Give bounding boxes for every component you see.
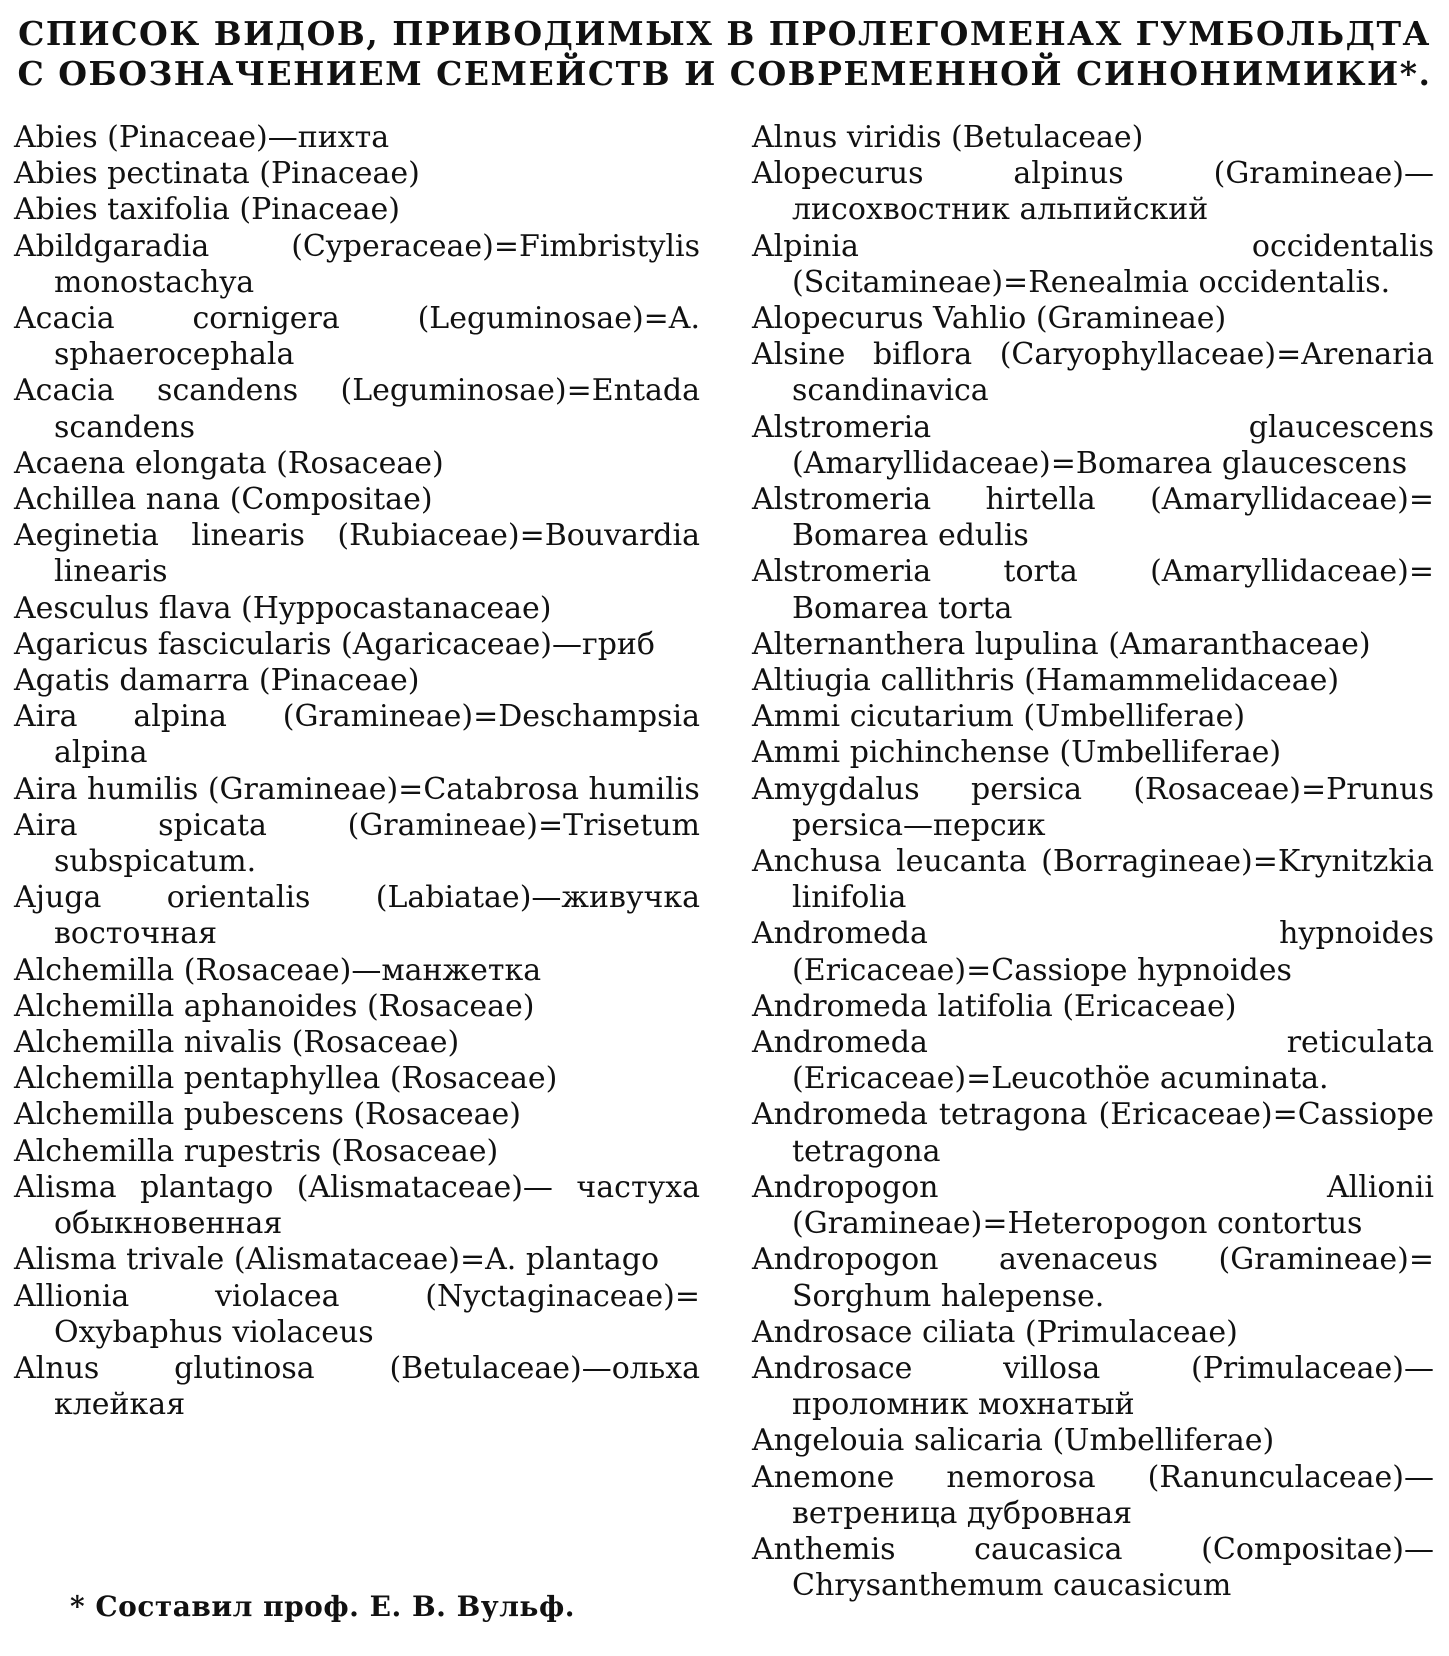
list-item: Anthemis caucasica (Compositae)—Chrysanthemum caucasicum [752, 1531, 1434, 1604]
list-item: Abildgaradia (Cyperaceae)=Fimbristylis monostachya [14, 228, 700, 300]
list-item: Alopecurus alpinus (Gramineae)—лисохвостник альпийский [752, 156, 1434, 228]
list-item: Alchemilla aphanoides (Rosaceae) [14, 988, 535, 1024]
footnote: * Составил проф. Е. В. Вульф. [70, 1590, 575, 1623]
list-item: Andropogon avenaceus (Gramineae)= Sorghum halepense. [752, 1242, 1434, 1314]
list-item: Alchemilla (Rosaceae)—манжетка [14, 952, 542, 988]
list-item: Angelouia salicaria (Umbelliferae) [752, 1423, 1275, 1459]
list-item: Aeginetia linearis (Rubiaceae)=Bouvardia linearis [14, 518, 700, 590]
list-item: Alternanthera lupulina (Amaranthaceae) [752, 626, 1371, 662]
list-item: Alpinia occidentalis (Scitamineae)=Renealmia occidentalis. [752, 228, 1434, 300]
title-line-1: СПИСОК ВИДОВ, ПРИВОДИМЫХ В ПРОЛЕГОМЕНАХ ГУМБОЛЬДТА [18, 14, 1431, 53]
list-item: Alstromeria hirtella (Amaryllidaceae)= Bomarea edulis [752, 482, 1434, 554]
list-item: Anemone nemorosa (Ranunculaceae)— ветреница дубровная [752, 1459, 1434, 1531]
list-item: Achillea nana (Compositae) [14, 482, 433, 518]
list-item: Alopecurus Vahlio (Gramineae) [752, 301, 1227, 337]
list-item: Alnus glutinosa (Betulaceae)—ольха клейкая [14, 1350, 700, 1423]
list-item: Andropogon Allionii (Gramineae)=Heteropogon contortus [752, 1169, 1434, 1242]
list-item: Andromeda reticulata (Ericaceae)=Leucothöe acuminata. [752, 1025, 1434, 1097]
list-item: Abies (Pinaceae)—пихта [14, 120, 390, 155]
list-item: Altiugia callithris (Hamammelidaceae) [752, 663, 1340, 699]
list-item: Alstromeria glaucescens (Amaryllidaceae)=Bomarea glaucescens [752, 409, 1434, 481]
list-item: Ammi pichinchense (Umbelliferae) [752, 735, 1282, 771]
list-item: Acaena elongata (Rosaceae) [14, 445, 444, 481]
list-item: Allionia violacea (Nyctaginaceae)= Oxybaphus violaceus [14, 1278, 700, 1350]
list-item: Androsace villosa (Primulaceae)—проломник мохнатый [752, 1350, 1434, 1423]
list-item: Aesculus flava (Hyppocastanaceae) [14, 590, 552, 626]
list-item: Alsine biflora (Caryophyllaceae)=Arenaria scandinavica [752, 337, 1434, 409]
list-item: Androsace ciliata (Primulaceae) [752, 1314, 1238, 1350]
list-item: Amygdalus persica (Rosaceae)=Prunus persica—персик [752, 771, 1434, 843]
list-item: Ammi cicutarium (Umbelliferae) [752, 699, 1246, 735]
list-item: Aira spicata (Gramineae)=Trisetum subspicatum. [14, 807, 700, 880]
list-item: Anchusa leucanta (Borragineae)=Krynitzkia linifolia [752, 844, 1434, 916]
list-item: Alchemilla nivalis (Rosaceae) [14, 1025, 460, 1061]
list-item: Alisma trivale (Alismataceae)=A. plantago [14, 1242, 660, 1278]
list-item: Acacia scandens (Leguminosae)=Entada scandens [14, 373, 700, 445]
list-item: Andromeda hypnoides (Ericaceae)=Cassiope hypnoides [752, 916, 1434, 988]
list-item: Alchemilla rupestris (Rosaceae) [14, 1133, 499, 1169]
list-item: Alstromeria torta (Amaryllidaceae)= Bomarea torta [752, 554, 1434, 626]
list-item: Agatis damarra (Pinaceae) [14, 663, 420, 699]
list-item: Alchemilla pubescens (Rosaceae) [14, 1097, 522, 1133]
list-item: Aira humilis (Gramineae)=Catabrosa humilis [14, 771, 700, 807]
list-item: Alisma plantago (Alismataceae)— частуха обыкновенная [14, 1169, 700, 1242]
left-column [14, 120, 700, 1423]
list-item: Acacia cornigera (Leguminosae)=A. sphaerocephala [14, 301, 700, 373]
list-item: Agaricus fascicularis (Agaricaceae)—гриб [14, 626, 655, 662]
list-item: Andromeda latifolia (Ericaceae) [752, 988, 1237, 1024]
list-item: Andromeda tetragona (Ericaceae)=Cassiope tetragona [752, 1097, 1434, 1169]
list-item: Alchemilla pentaphyllea (Rosaceae) [14, 1061, 558, 1097]
list-item: Ajuga orientalis (Labiatae)—живучка восточная [14, 880, 700, 952]
page-title [0, 14, 1449, 94]
title-line-2: С ОБОЗНАЧЕНИЕМ СЕМЕЙСТВ И СОВРЕМЕННОЙ СИНОНИМИКИ*. [17, 54, 1432, 93]
list-item: Abies taxifolia (Pinaceae) [14, 192, 400, 228]
list-item: Abies pectinata (Pinaceae) [14, 156, 420, 192]
list-item: Alnus viridis (Betulaceae) [752, 120, 1144, 155]
list-item: Aira alpina (Gramineae)=Deschampsia alpina [14, 699, 700, 771]
right-column [752, 120, 1434, 1604]
